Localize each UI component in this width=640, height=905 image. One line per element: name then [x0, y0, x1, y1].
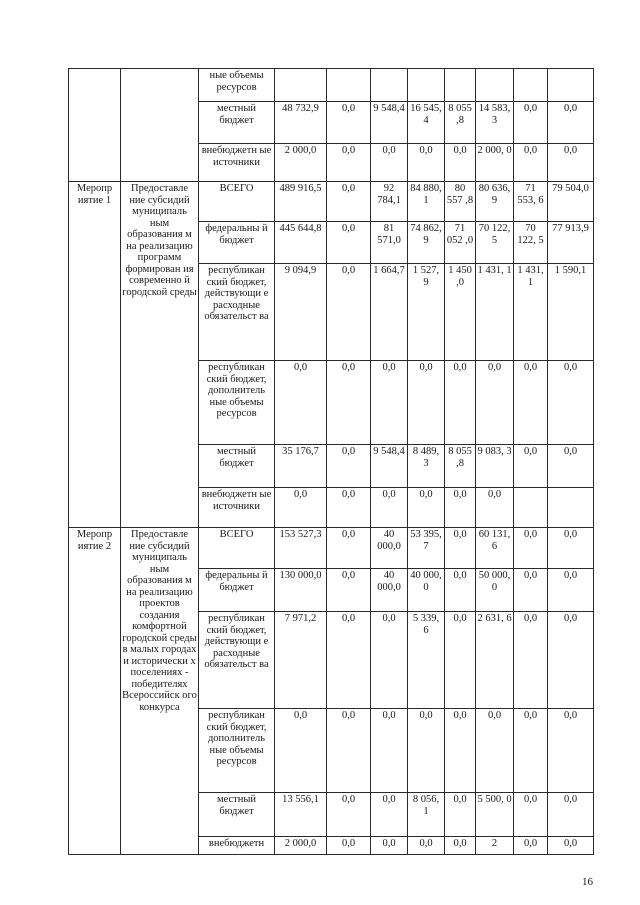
- value-cell: 130 000,0: [275, 569, 327, 612]
- value-cell: 0,0: [371, 837, 408, 855]
- value-cell: 50 000, 0: [476, 569, 514, 612]
- value-cell: 0,0: [275, 361, 327, 445]
- value-cell: 81 571,0: [371, 222, 408, 264]
- table-row: [69, 528, 594, 569]
- description-cell: Предоставле ние субсидий муниципаль ным образования м на реализацию программ формирован ия современно й городской среды: [121, 182, 199, 528]
- value-cell: 79 504,0: [548, 182, 594, 222]
- value-cell: 0,0: [514, 793, 548, 837]
- value-cell: 1 431, 1: [476, 264, 514, 361]
- table-row: [69, 69, 594, 102]
- value-cell: 8 055 ,8: [445, 445, 476, 488]
- value-cell: 0,0: [476, 361, 514, 445]
- measure-cell: Меропр иятие 1: [69, 182, 121, 528]
- value-cell: 70 122, 5: [514, 222, 548, 264]
- source-cell: республикан ский бюджет, дополнитель ные объемы ресурсов: [199, 709, 275, 793]
- page-number: 16: [582, 876, 593, 888]
- value-cell: [514, 488, 548, 528]
- value-cell: 40 000,0: [371, 569, 408, 612]
- value-cell: 0,0: [408, 709, 445, 793]
- value-cell: 0,0: [371, 793, 408, 837]
- value-cell: 8 056, 1: [408, 793, 445, 837]
- value-cell: [514, 69, 548, 102]
- value-cell: 0,0: [327, 488, 371, 528]
- table-row: [69, 182, 594, 222]
- value-cell: 0,0: [514, 102, 548, 144]
- value-cell: 0,0: [514, 528, 548, 569]
- value-cell: 1 431, 1: [514, 264, 548, 361]
- value-cell: [548, 69, 594, 102]
- value-cell: 1 450 ,0: [445, 264, 476, 361]
- value-cell: 0,0: [445, 709, 476, 793]
- value-cell: 489 916,5: [275, 182, 327, 222]
- source-cell: федеральны й бюджет: [199, 569, 275, 612]
- value-cell: 80 636, 9: [476, 182, 514, 222]
- value-cell: 48 732,9: [275, 102, 327, 144]
- source-cell: местный бюджет: [199, 102, 275, 144]
- source-cell: внебюджетн ые источники: [199, 488, 275, 528]
- value-cell: [445, 69, 476, 102]
- value-cell: 0,0: [275, 488, 327, 528]
- value-cell: 0,0: [548, 445, 594, 488]
- value-cell: 0,0: [445, 837, 476, 855]
- value-cell: 35 176,7: [275, 445, 327, 488]
- value-cell: 2 631, 6: [476, 612, 514, 709]
- value-cell: 153 527,3: [275, 528, 327, 569]
- value-cell: 0,0: [327, 709, 371, 793]
- measure-cell: [69, 69, 121, 182]
- value-cell: 71 553, 6: [514, 182, 548, 222]
- value-cell: 16 545, 4: [408, 102, 445, 144]
- description-cell: [121, 69, 199, 182]
- value-cell: 0,0: [548, 361, 594, 445]
- description-cell: Предоставле ние субсидий муниципаль ным образования м на реализацию проектов создания комфортной городской среды в малых городах и исторически х поселениях - победителях Всероссийск ого конкурса: [121, 528, 199, 855]
- source-cell: республикан ский бюджет, действующи е расходные обязательст ва: [199, 264, 275, 361]
- source-cell: республикан ский бюджет, действующи е расходные обязательст ва: [199, 612, 275, 709]
- value-cell: 0,0: [327, 361, 371, 445]
- value-cell: 92 784,1: [371, 182, 408, 222]
- value-cell: 0,0: [445, 793, 476, 837]
- value-cell: 1 664,7: [371, 264, 408, 361]
- value-cell: 0,0: [327, 102, 371, 144]
- value-cell: 0,0: [371, 488, 408, 528]
- value-cell: 2 000, 0: [476, 144, 514, 182]
- value-cell: [275, 69, 327, 102]
- value-cell: 70 122, 5: [476, 222, 514, 264]
- value-cell: 77 913,9: [548, 222, 594, 264]
- value-cell: 80 557 ,8: [445, 182, 476, 222]
- value-cell: 0,0: [371, 612, 408, 709]
- value-cell: 0,0: [445, 144, 476, 182]
- value-cell: 0,0: [514, 709, 548, 793]
- value-cell: 8 055 ,8: [445, 102, 476, 144]
- value-cell: 53 395, 7: [408, 528, 445, 569]
- measure-cell: Меропр иятие 2: [69, 528, 121, 855]
- value-cell: 0,0: [514, 612, 548, 709]
- source-cell: внебюджетн ые источники: [199, 144, 275, 182]
- value-cell: 0,0: [548, 709, 594, 793]
- value-cell: 9 548,4: [371, 102, 408, 144]
- value-cell: 0,0: [548, 837, 594, 855]
- value-cell: 0,0: [445, 488, 476, 528]
- value-cell: 0,0: [371, 361, 408, 445]
- value-cell: 0,0: [327, 569, 371, 612]
- value-cell: 1 527, 9: [408, 264, 445, 361]
- value-cell: 0,0: [476, 709, 514, 793]
- value-cell: 445 644,8: [275, 222, 327, 264]
- value-cell: 0,0: [327, 264, 371, 361]
- value-cell: 0,0: [275, 709, 327, 793]
- value-cell: 0,0: [445, 569, 476, 612]
- value-cell: 5 339, 6: [408, 612, 445, 709]
- value-cell: 7 971,2: [275, 612, 327, 709]
- value-cell: [476, 69, 514, 102]
- source-cell: местный бюджет: [199, 793, 275, 837]
- value-cell: 0,0: [327, 793, 371, 837]
- value-cell: 0,0: [327, 182, 371, 222]
- value-cell: 0,0: [445, 612, 476, 709]
- value-cell: 84 880, 1: [408, 182, 445, 222]
- value-cell: 0,0: [445, 361, 476, 445]
- value-cell: 0,0: [548, 569, 594, 612]
- source-cell: ВСЕГО: [199, 182, 275, 222]
- value-cell: 0,0: [445, 528, 476, 569]
- value-cell: 0,0: [514, 569, 548, 612]
- value-cell: 0,0: [408, 488, 445, 528]
- value-cell: 0,0: [548, 144, 594, 182]
- value-cell: 0,0: [548, 793, 594, 837]
- value-cell: 40 000, 0: [408, 569, 445, 612]
- budget-table: [68, 68, 594, 855]
- value-cell: 0,0: [371, 144, 408, 182]
- value-cell: 0,0: [514, 837, 548, 855]
- value-cell: 0,0: [548, 102, 594, 144]
- value-cell: 0,0: [408, 361, 445, 445]
- value-cell: 0,0: [514, 144, 548, 182]
- value-cell: 2 000,0: [275, 144, 327, 182]
- value-cell: 14 583, 3: [476, 102, 514, 144]
- value-cell: 1 590,1: [548, 264, 594, 361]
- value-cell: 5 500, 0: [476, 793, 514, 837]
- value-cell: 0,0: [327, 612, 371, 709]
- value-cell: 0,0: [408, 837, 445, 855]
- value-cell: 9 083, 3: [476, 445, 514, 488]
- value-cell: 0,0: [514, 361, 548, 445]
- value-cell: [408, 69, 445, 102]
- value-cell: 0,0: [327, 445, 371, 488]
- value-cell: 0,0: [514, 445, 548, 488]
- value-cell: 9 548,4: [371, 445, 408, 488]
- value-cell: [327, 69, 371, 102]
- value-cell: 40 000,0: [371, 528, 408, 569]
- value-cell: 0,0: [548, 612, 594, 709]
- value-cell: 74 862, 9: [408, 222, 445, 264]
- value-cell: 8 489, 3: [408, 445, 445, 488]
- value-cell: 71 052 ,0: [445, 222, 476, 264]
- value-cell: [548, 488, 594, 528]
- value-cell: 0,0: [548, 528, 594, 569]
- value-cell: 2: [476, 837, 514, 855]
- value-cell: 0,0: [408, 144, 445, 182]
- value-cell: 2 000,0: [275, 837, 327, 855]
- source-cell: ВСЕГО: [199, 528, 275, 569]
- source-cell: ные объемы ресурсов: [199, 69, 275, 102]
- value-cell: 0,0: [327, 837, 371, 855]
- value-cell: 60 131, 6: [476, 528, 514, 569]
- value-cell: 0,0: [327, 528, 371, 569]
- value-cell: 9 094,9: [275, 264, 327, 361]
- source-cell: республикан ский бюджет, дополнитель ные объемы ресурсов: [199, 361, 275, 445]
- value-cell: 0,0: [476, 488, 514, 528]
- value-cell: 0,0: [327, 144, 371, 182]
- value-cell: 0,0: [371, 709, 408, 793]
- source-cell: местный бюджет: [199, 445, 275, 488]
- value-cell: 13 556,1: [275, 793, 327, 837]
- value-cell: 0,0: [327, 222, 371, 264]
- source-cell: федеральны й бюджет: [199, 222, 275, 264]
- source-cell: внебюджетн: [199, 837, 275, 855]
- value-cell: [371, 69, 408, 102]
